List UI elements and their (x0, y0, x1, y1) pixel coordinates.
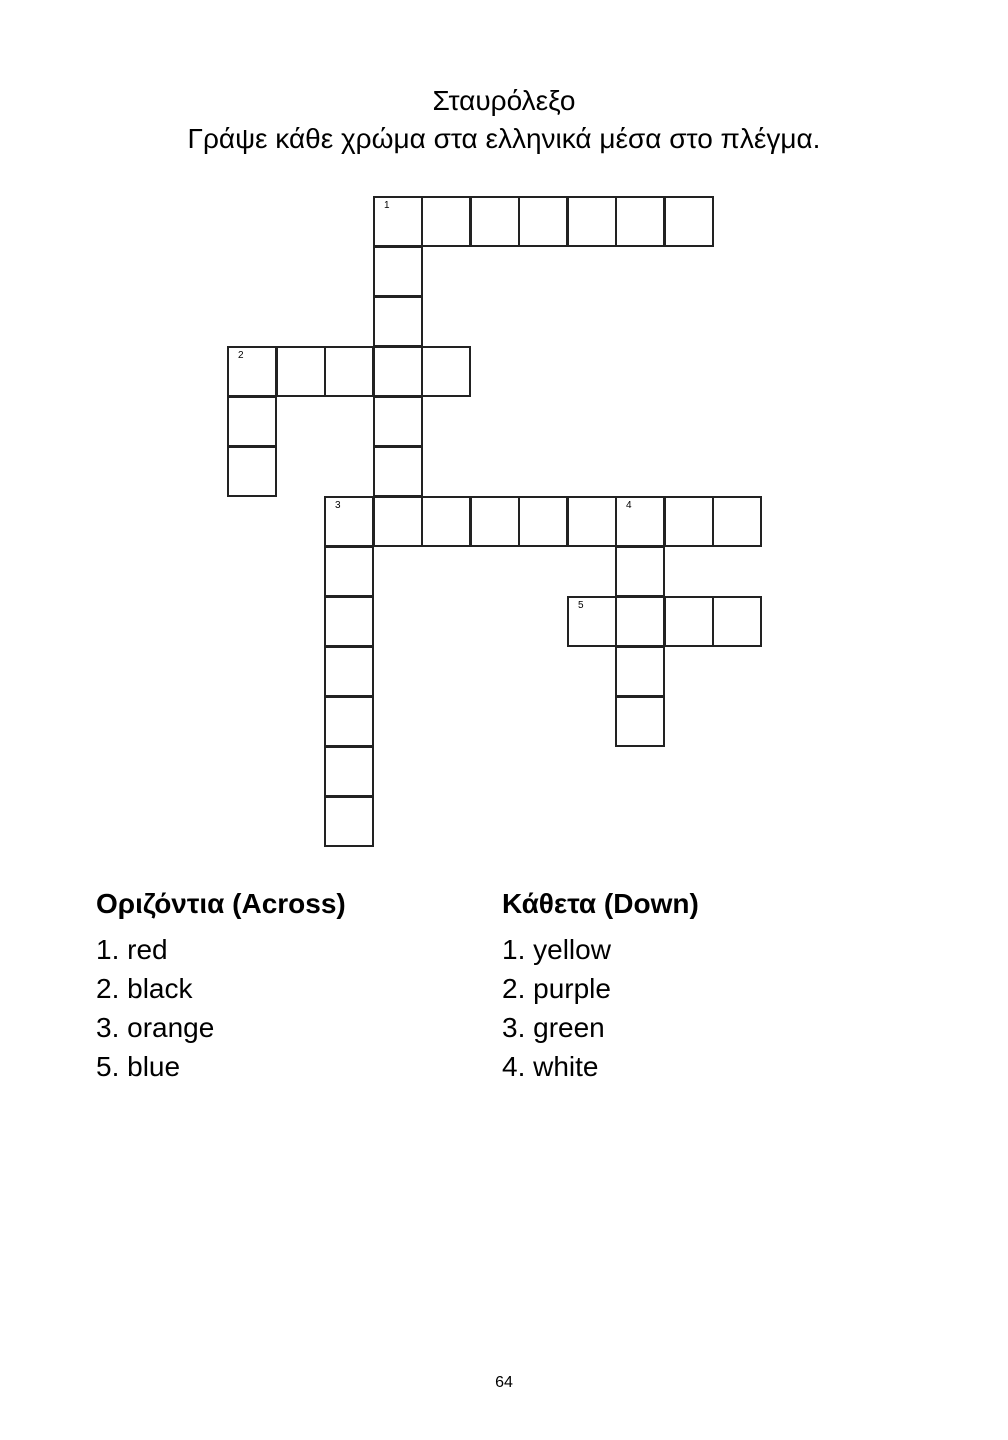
crossword-cell[interactable] (324, 346, 374, 397)
clue-number-label: 2 (238, 350, 244, 361)
down-clue-2: 2. purple (502, 973, 611, 1004)
crossword-cell[interactable] (664, 596, 714, 647)
crossword-cell[interactable] (227, 396, 277, 447)
crossword-cell[interactable] (615, 496, 665, 547)
crossword-cell[interactable] (227, 346, 277, 397)
across-clues (96, 884, 346, 1086)
down-clues (502, 884, 699, 1086)
crossword-cell[interactable] (421, 346, 471, 397)
instruction-text: Γράψε κάθε χρώμα στα ελληνικά μέσα στο πλέγμα. (187, 123, 821, 154)
crossword-cell[interactable] (324, 746, 374, 797)
down-clue-4: 4. white (502, 1051, 599, 1082)
crossword-cell[interactable] (324, 796, 374, 847)
crossword-cell[interactable] (324, 546, 374, 597)
crossword-cell[interactable] (567, 196, 617, 247)
crossword-cell[interactable] (615, 596, 665, 647)
clue-number-label: 4 (626, 500, 632, 511)
crossword-cell[interactable] (373, 446, 423, 497)
page-number: 64 (495, 1374, 513, 1391)
crossword-cell[interactable] (518, 496, 568, 547)
crossword-cell[interactable] (470, 196, 520, 247)
down-clue-1: 1. yellow (502, 934, 611, 965)
crossword-cell[interactable] (615, 646, 665, 697)
crossword-cell[interactable] (518, 196, 568, 247)
clue-number-label: 1 (384, 200, 390, 211)
crossword-cell[interactable] (470, 496, 520, 547)
crossword-cell[interactable] (421, 496, 471, 547)
crossword-cell[interactable] (615, 196, 665, 247)
across-clue-list (96, 930, 346, 1086)
crossword-cell[interactable] (373, 396, 423, 447)
crossword-cell[interactable] (227, 446, 277, 497)
across-clue-5: 5. blue (96, 1051, 181, 1082)
crossword-cell[interactable] (712, 596, 762, 647)
crossword-cell[interactable] (373, 346, 423, 397)
crossword-cell[interactable] (324, 646, 374, 697)
crossword-cell[interactable] (567, 596, 617, 647)
down-clue-3: 3. green (502, 1012, 605, 1043)
crossword-cell[interactable] (373, 296, 423, 347)
crossword-cell[interactable] (421, 196, 471, 247)
crossword-cell[interactable] (664, 196, 714, 247)
crossword-cell[interactable] (615, 546, 665, 597)
crossword-cell[interactable] (373, 246, 423, 297)
crossword-cell[interactable] (373, 496, 423, 547)
crossword-cell[interactable] (373, 196, 423, 247)
across-clue-2: 2. black (96, 973, 193, 1004)
page-title: Σταυρόλεξο (432, 85, 576, 116)
across-heading: Οριζόντια (Across) (96, 888, 346, 919)
clue-number-label: 5 (578, 600, 584, 611)
across-clue-1: 1. red (96, 934, 168, 965)
down-clue-list (502, 930, 699, 1086)
clue-number-label: 3 (335, 500, 341, 511)
crossword-cell[interactable] (324, 596, 374, 647)
crossword-cell[interactable] (324, 696, 374, 747)
crossword-cell[interactable] (712, 496, 762, 547)
down-heading: Κάθετα (Down) (502, 888, 699, 919)
crossword-cell[interactable] (276, 346, 326, 397)
crossword-cell[interactable] (615, 696, 665, 747)
crossword-cell[interactable] (324, 496, 374, 547)
crossword-cell[interactable] (664, 496, 714, 547)
crossword-cell[interactable] (567, 496, 617, 547)
across-clue-3: 3. orange (96, 1012, 215, 1043)
